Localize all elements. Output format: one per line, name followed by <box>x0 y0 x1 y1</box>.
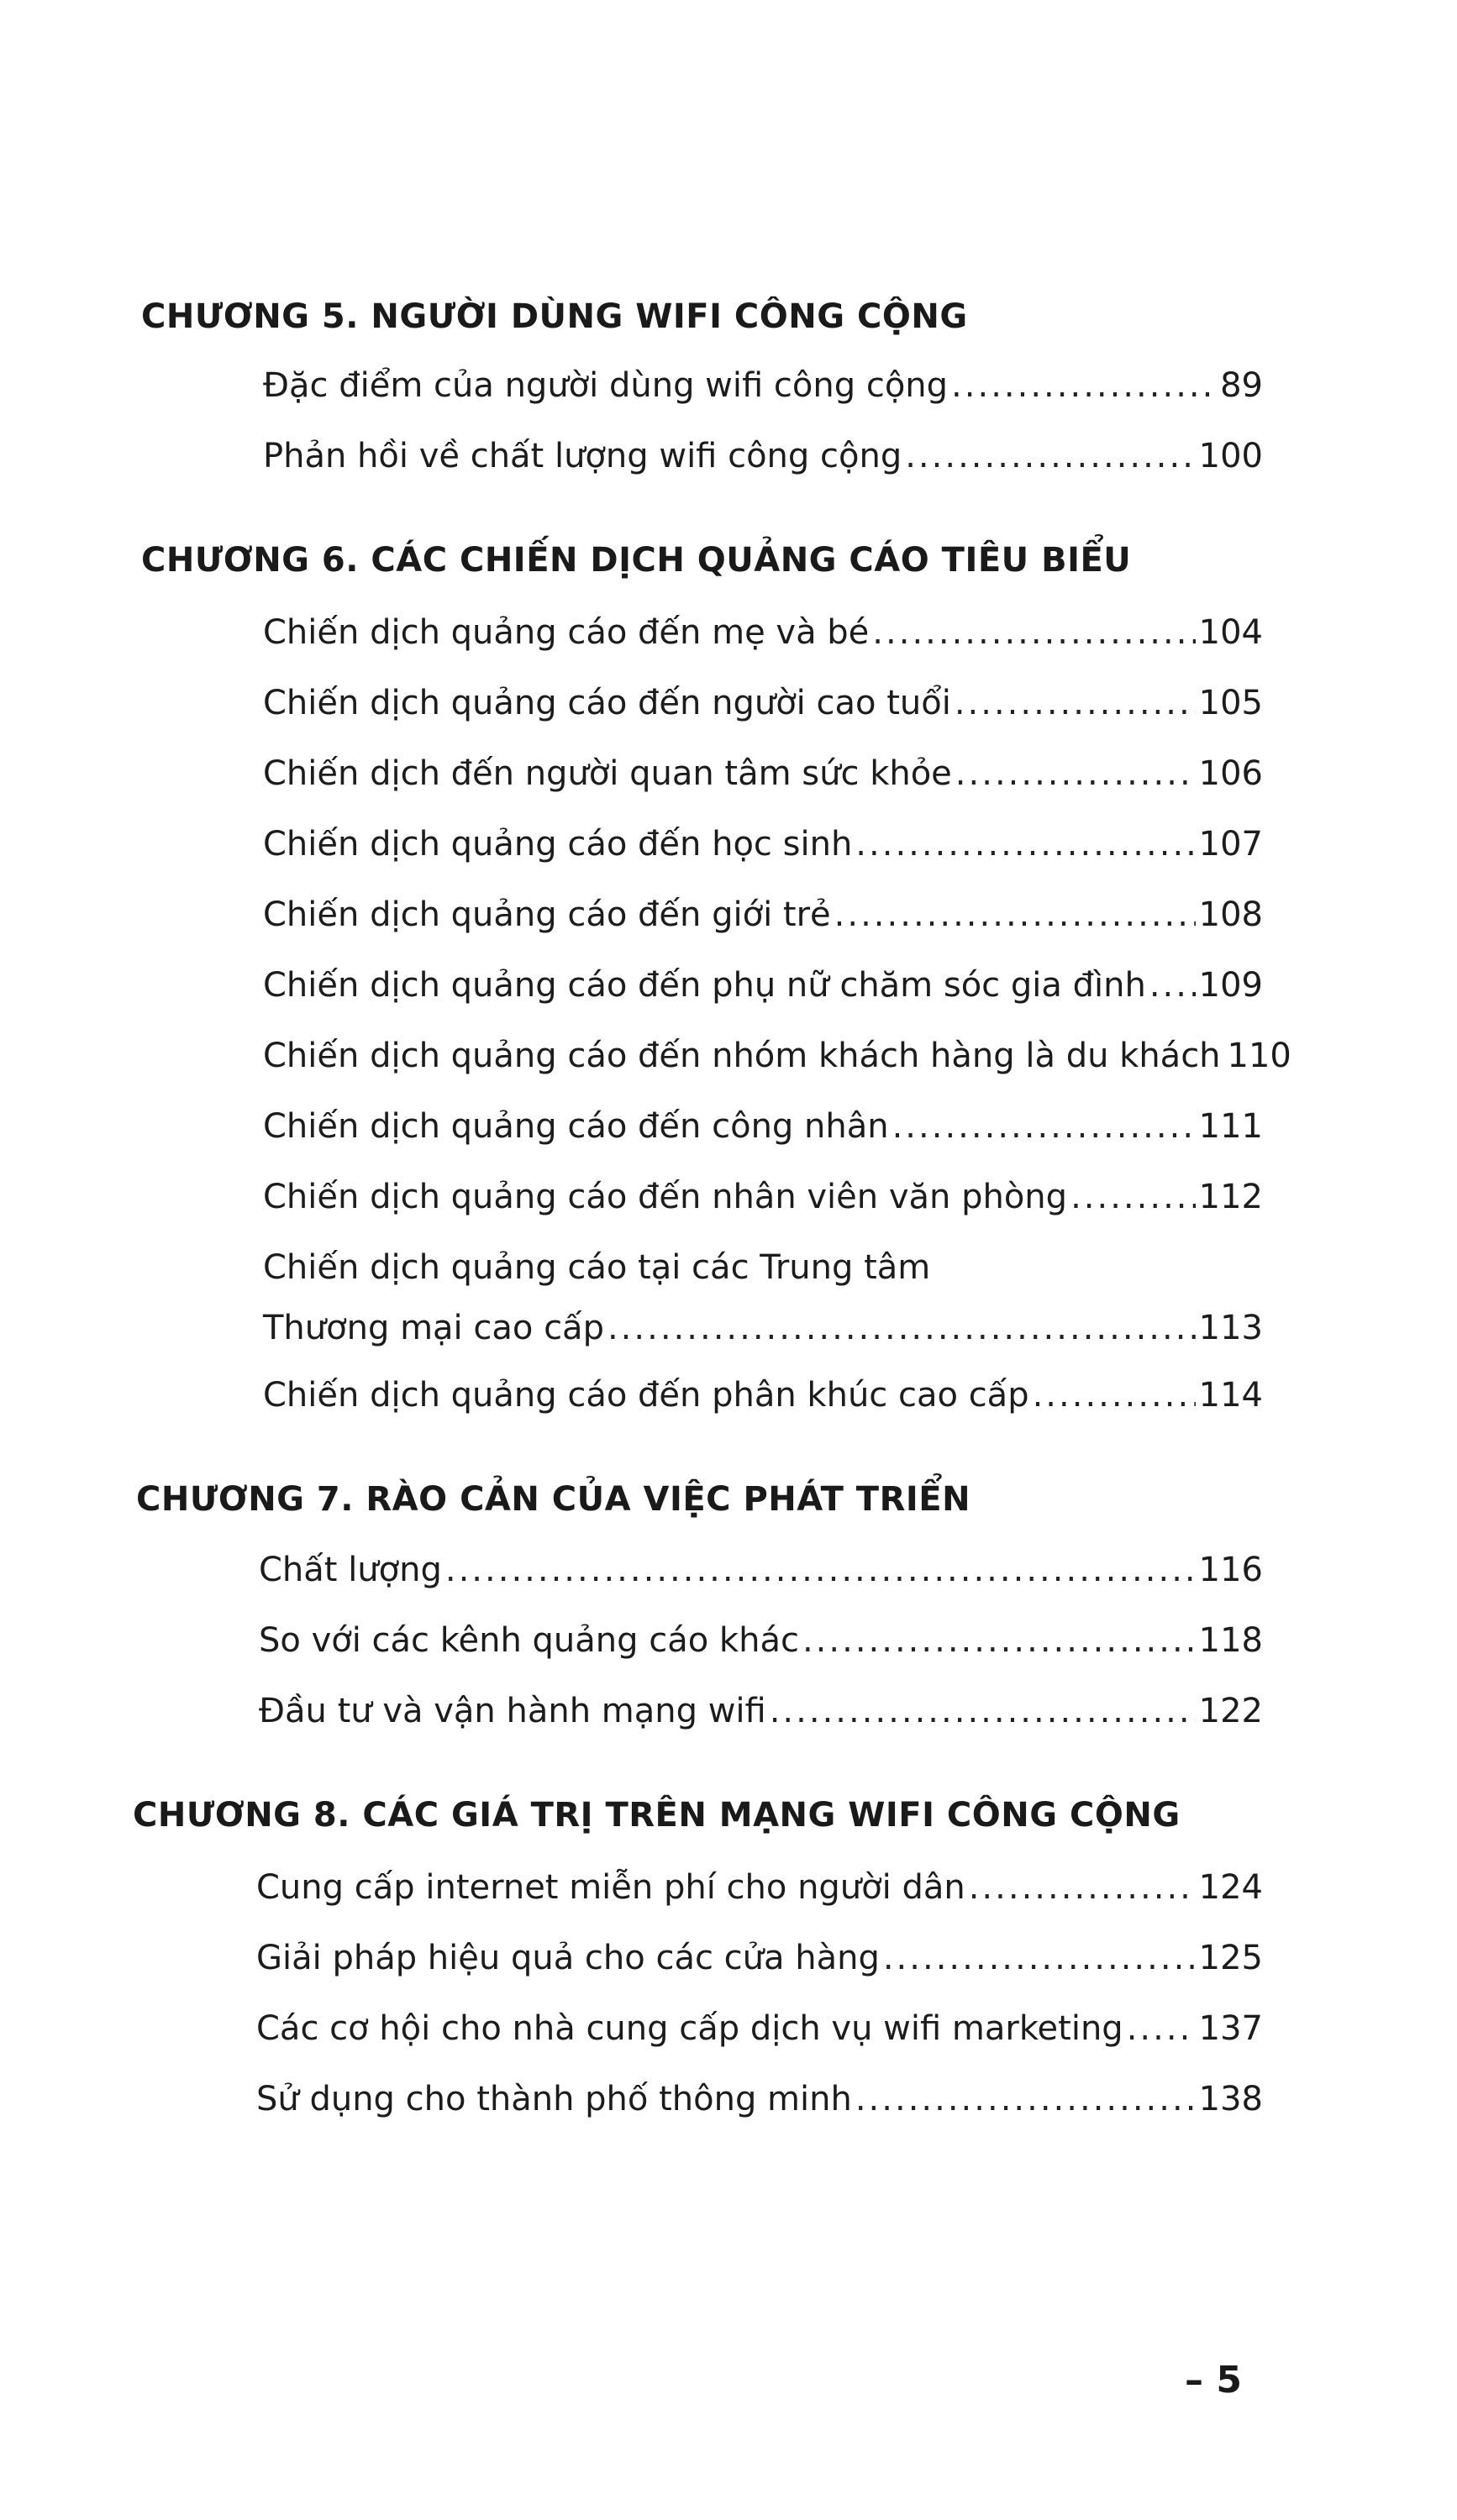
toc-entry-page: 116 <box>1198 1551 1263 1589</box>
toc-entry <box>256 1868 1263 1907</box>
toc-entry <box>256 2080 1263 2118</box>
toc-entry-page: 108 <box>1198 895 1263 934</box>
toc-entry-page: 125 <box>1198 1939 1263 1977</box>
toc-entry-page: 106 <box>1198 754 1263 793</box>
toc-entry <box>263 366 1263 405</box>
dot-leader <box>802 1621 1196 1660</box>
toc-entry-page: 112 <box>1198 1178 1263 1216</box>
toc-entry-page: 89 <box>1220 366 1263 405</box>
page-number: – 5 <box>1185 2359 1242 2402</box>
toc-entry-page: 137 <box>1198 2009 1263 2048</box>
toc-entry <box>259 1551 1263 1589</box>
toc-entry-label: Sử dụng cho thành phố thông minh <box>256 2080 852 2118</box>
toc-entry-label: Chiến dịch quảng cáo đến công nhân <box>263 1107 889 1146</box>
dot-leader <box>770 1692 1196 1730</box>
toc-entry-label: Đầu tư và vận hành mạng wifi <box>259 1692 766 1730</box>
dot-leader <box>955 754 1196 793</box>
toc-entry-label: Chiến dịch quảng cáo đến người cao tuổi <box>263 684 951 722</box>
toc-entry-page: 122 <box>1198 1692 1263 1730</box>
toc-entry-page: 124 <box>1198 1868 1263 1907</box>
dot-leader <box>905 437 1195 475</box>
toc-entry-label: Chiến dịch quảng cáo đến nhóm khách hàng là du khách <box>263 1037 1221 1075</box>
toc-entry-label: Chiến dịch quảng cáo đến phân khúc cao cấp <box>263 1376 1029 1415</box>
dot-leader <box>883 1939 1196 1977</box>
chapter-6-title: CHƯƠNG 6. CÁC CHIẾN DỊCH QUẢNG CÁO TIÊU BIỂU <box>141 541 1132 580</box>
dot-leader <box>1149 966 1196 1005</box>
dot-leader <box>834 895 1196 934</box>
toc-entry <box>256 2009 1263 2048</box>
toc-entry-label: Chiến dịch quảng cáo đến nhân viên văn phòng <box>263 1178 1068 1216</box>
toc-entry-label: Chiến dịch đến người quan tâm sức khỏe <box>263 754 952 793</box>
toc-entry-label: Chiến dịch quảng cáo tại các Trung tâm <box>263 1248 931 1287</box>
toc-entry <box>263 684 1263 722</box>
toc-entry-label: Cung cấp internet miễn phí cho người dân <box>256 1868 965 1907</box>
toc-entry <box>263 1107 1263 1146</box>
dot-leader <box>951 366 1217 405</box>
toc-entry <box>259 1621 1263 1660</box>
toc-entry-page: 100 <box>1198 437 1263 475</box>
toc-entry-label: Chiến dịch quảng cáo đến giới trẻ <box>263 895 831 934</box>
toc-entry-label-continued: Thương mại cao cấp <box>263 1309 604 1347</box>
dot-leader <box>608 1309 1196 1347</box>
toc-entry <box>263 1037 1291 1075</box>
toc-entry-page: 109 <box>1198 966 1263 1005</box>
dot-leader <box>969 1868 1196 1907</box>
toc-entry-label: Chiến dịch quảng cáo đến mẹ và bé <box>263 613 870 652</box>
toc-entry-label: Đặc điểm của người dùng wifi công cộng <box>263 366 949 405</box>
toc-entry <box>263 895 1263 934</box>
chapter-8-title: CHƯƠNG 8. CÁC GIÁ TRỊ TRÊN MẠNG WIFI CÔNG CỘNG <box>133 1796 1181 1835</box>
toc-entry-page: 113 <box>1198 1309 1263 1347</box>
toc-entry <box>263 437 1263 475</box>
dot-leader <box>855 825 1195 864</box>
toc-entry <box>263 1178 1263 1216</box>
chapter-5-title: CHƯƠNG 5. NGƯỜI DÙNG WIFI CÔNG CỘNG <box>141 297 968 336</box>
toc-entry-label: So với các kênh quảng cáo khác <box>259 1621 799 1660</box>
toc-entry <box>263 825 1263 864</box>
toc-entry <box>259 1692 1263 1730</box>
dot-leader <box>872 613 1195 652</box>
toc-entry-label: Chiến dịch quảng cáo đến học sinh <box>263 825 853 864</box>
toc-entry-label: Chiến dịch quảng cáo đến phụ nữ chăm sóc gia đình <box>263 966 1146 1005</box>
dot-leader <box>1127 2009 1196 2048</box>
dot-leader <box>955 684 1196 722</box>
toc-entry-page: 138 <box>1198 2080 1263 2118</box>
dot-leader <box>892 1107 1196 1146</box>
toc-entry-label: Các cơ hội cho nhà cung cấp dịch vụ wifi marketing <box>256 2009 1123 2048</box>
toc-entry <box>263 966 1263 1005</box>
toc-entry-page: 111 <box>1198 1107 1263 1146</box>
dot-leader <box>1070 1178 1196 1216</box>
toc-entry-page: 118 <box>1198 1621 1263 1660</box>
toc-entry <box>263 1248 1263 1347</box>
toc-entry <box>263 1376 1263 1415</box>
toc-entry <box>263 613 1263 652</box>
toc-entry-page: 104 <box>1198 613 1263 652</box>
chapter-7-title: CHƯƠNG 7. RÀO CẢN CỦA VIỆC PHÁT TRIỂN <box>136 1480 971 1519</box>
dot-leader <box>1033 1376 1196 1415</box>
toc-entry <box>263 754 1263 793</box>
toc-entry-label: Giải pháp hiệu quả cho các cửa hàng <box>256 1939 880 1977</box>
toc-entry-label: Chất lượng <box>259 1551 442 1589</box>
toc-entry-page: 110 <box>1227 1037 1291 1075</box>
toc-entry <box>256 1939 1263 1977</box>
toc-entry-page: 114 <box>1198 1376 1263 1415</box>
dot-leader <box>445 1551 1196 1589</box>
toc-entry-page: 107 <box>1198 825 1263 864</box>
toc-entry-label: Phản hồi về chất lượng wifi công cộng <box>263 437 902 475</box>
toc-entry-page: 105 <box>1198 684 1263 722</box>
dot-leader <box>855 2080 1196 2118</box>
